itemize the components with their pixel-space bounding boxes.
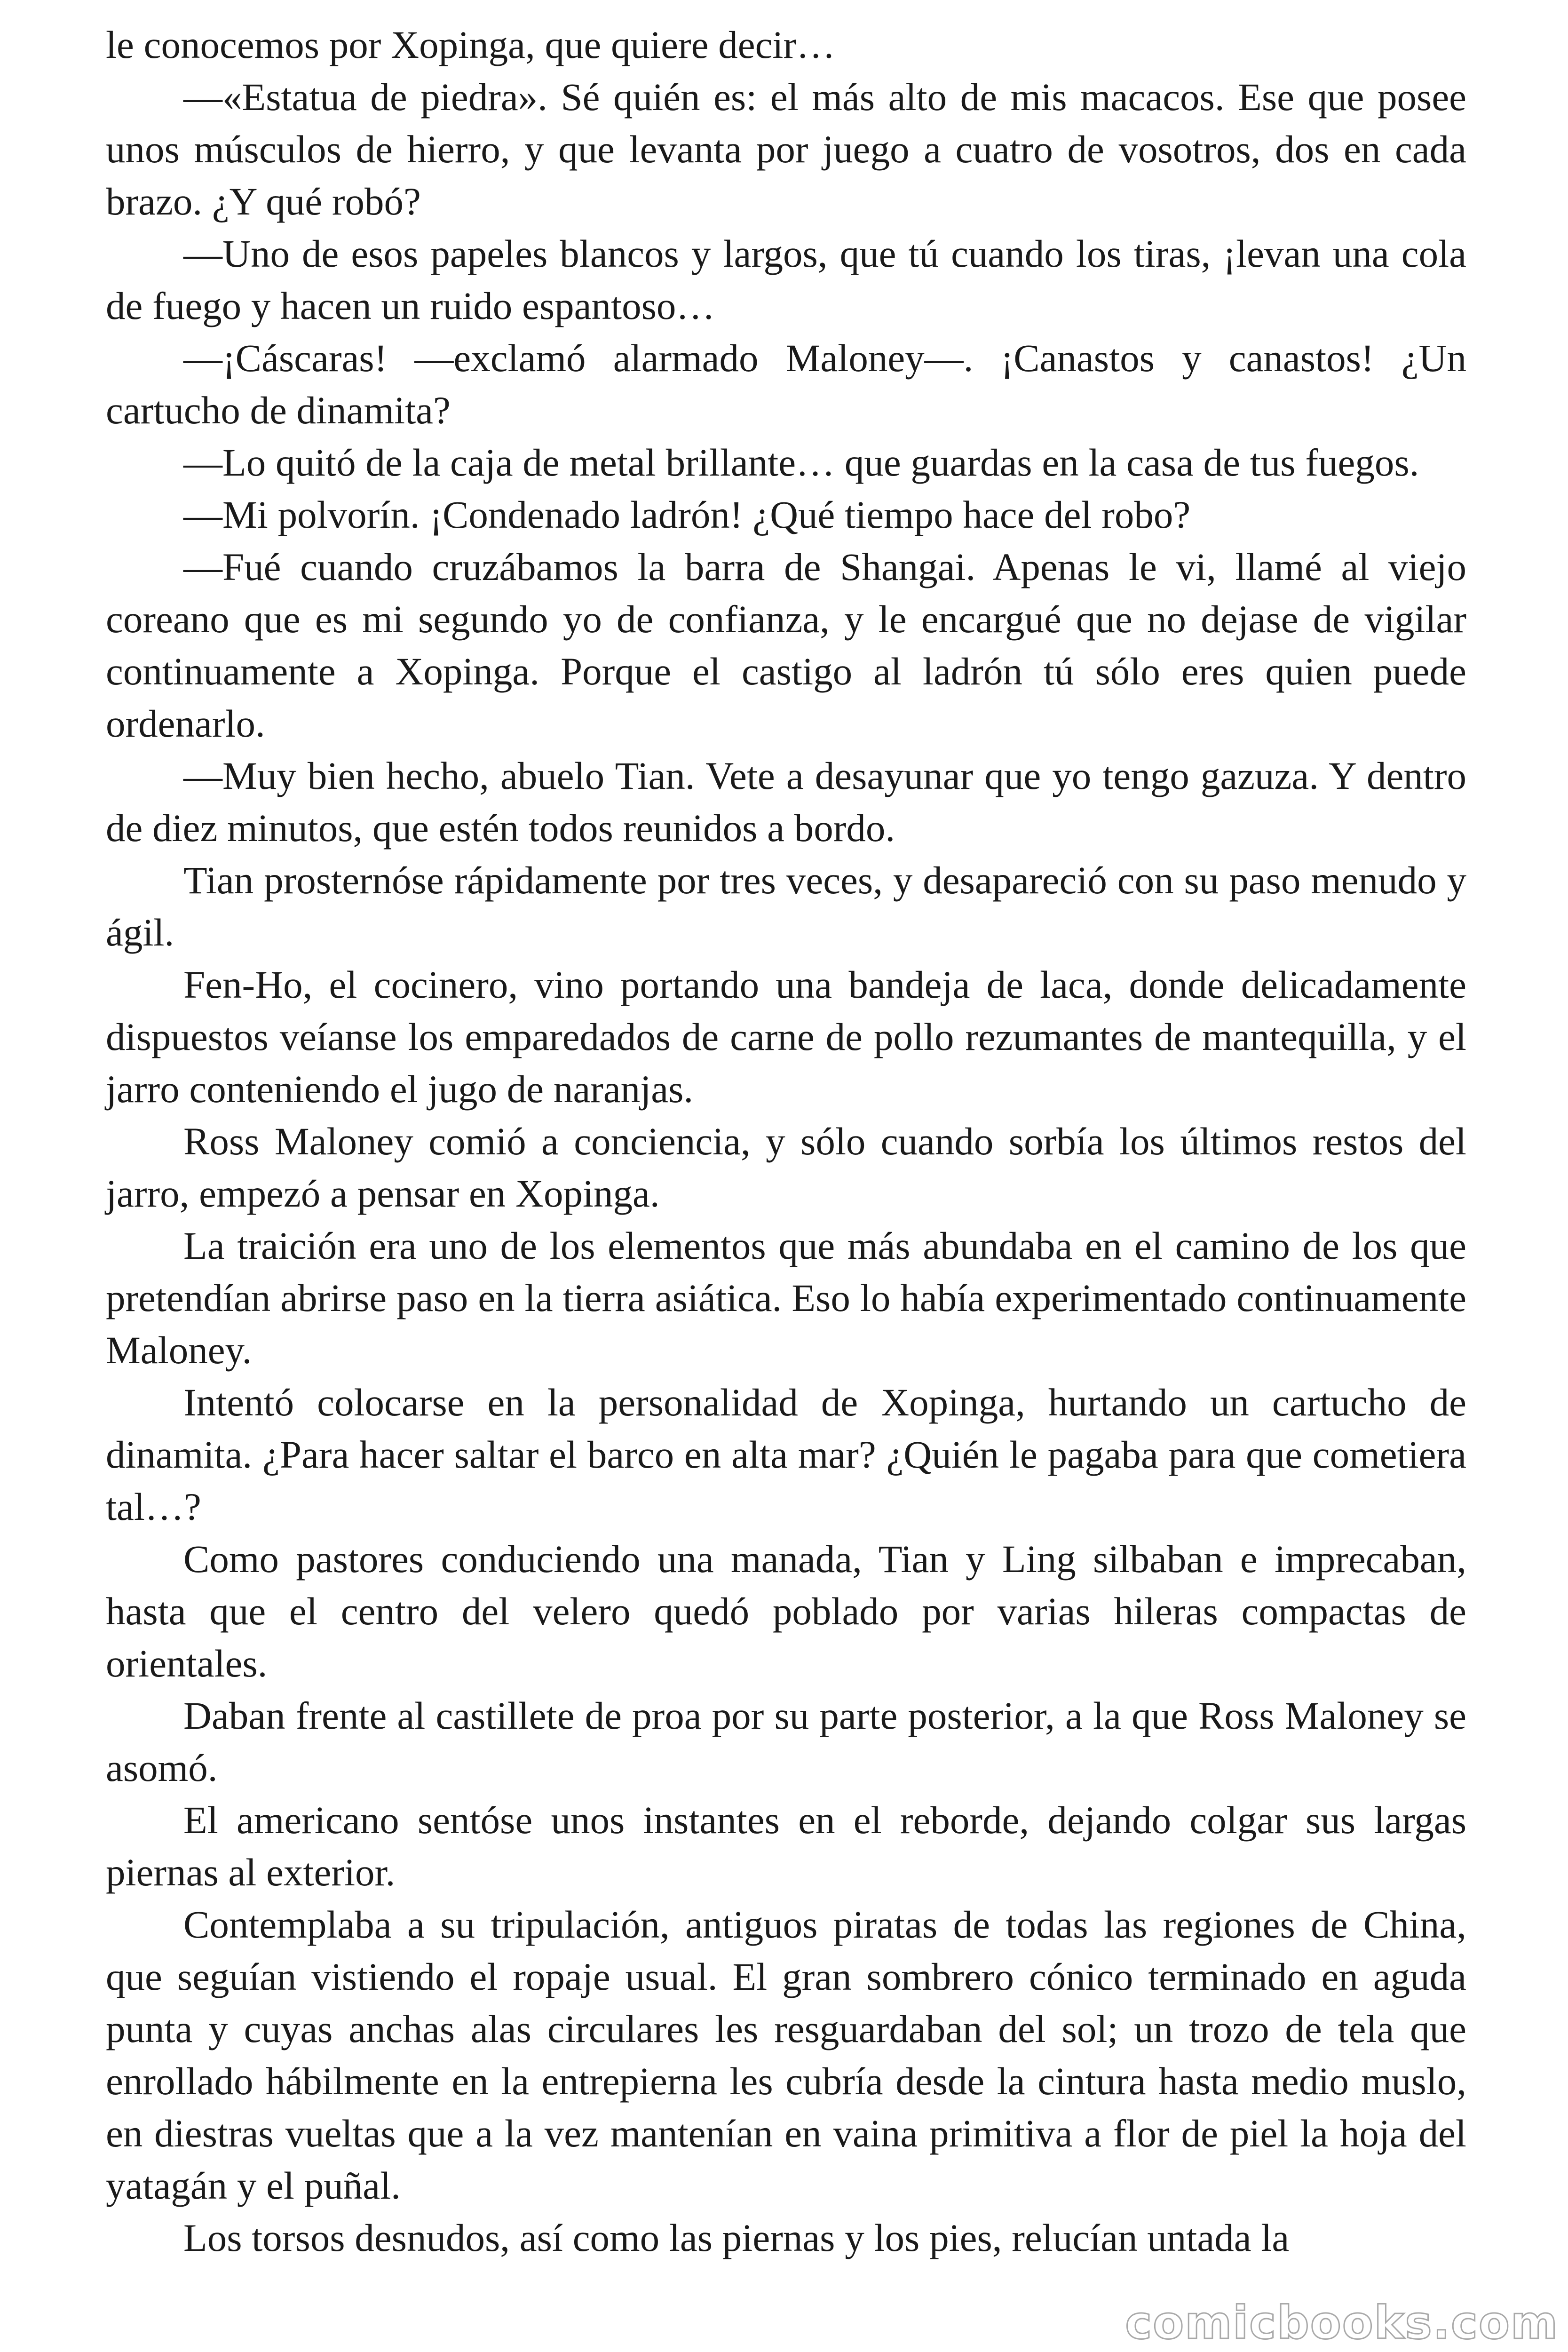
- paragraph: —Mi polvorín. ¡Condenado ladrón! ¿Qué tiempo hace del robo?: [183, 493, 1191, 536]
- paragraph: Intentó colocarse en la personalidad de Xopinga, hurtando un cartucho de dinamita. ¿Para hacer saltar el barco en alta mar? ¿Quién le pagaba para que cometiera tal…?: [106, 1381, 1466, 1528]
- paragraph: —Muy bien hecho, abuelo Tian. Vete a desayunar que yo tengo gazuza. Y dentro de diez minutos, que estén todos reunidos a bordo.: [106, 754, 1466, 850]
- paragraph: —«Estatua de piedra». Sé quién es: el más alto de mis macacos. Ese que posee unos músculos de hierro, y que levanta por juego a cuatro de vosotros, dos en cada brazo. ¿Y qué robó?: [106, 75, 1466, 223]
- paragraph: El americano sentóse unos instantes en el reborde, dejando colgar sus largas piernas al exterior.: [106, 1798, 1466, 1894]
- paragraph: Ross Maloney comió a conciencia, y sólo cuando sorbía los últimos restos del jarro, empezó a pensar en Xopinga.: [106, 1120, 1466, 1215]
- paragraph: Daban frente al castillete de proa por su parte posterior, a la que Ross Maloney se asomó.: [106, 1694, 1466, 1789]
- paragraph: le conocemos por Xopinga, que quiere decir…: [106, 23, 836, 66]
- paragraph: Contemplaba a su tripulación, antiguos piratas de todas las regiones de China, que seguían vistiendo el ropaje usual. El gran sombrero cónico terminado en aguda punta y cuyas anchas alas circulares les resguardaban del sol; un trozo de tela que enrollado hábilmente en la entrepierna les cubría desde la cintura hasta medio muslo, en diestras vueltas que a la vez mantenían en vaina primitiva a flor de piel la hoja del yatagán y el puñal.: [106, 1903, 1466, 2207]
- paragraph: Como pastores conduciendo una manada, Tian y Ling silbaban e imprecaban, hasta que el centro del velero quedó poblado por varias hileras compactas de orientales.: [106, 1537, 1466, 1685]
- paragraph: La traición era uno de los elementos que más abundaba en el camino de los que pretendían abrirse paso en la tierra asiática. Eso lo había experimentado continuamente Maloney.: [106, 1224, 1466, 1372]
- paragraph: —¡Cáscaras! —exclamó alarmado Maloney—. ¡Canastos y canastos! ¿Un cartucho de dinamita?: [106, 336, 1466, 432]
- paragraph: Fen-Ho, el cocinero, vino portando una bandeja de laca, donde delicadamente dispuestos veíanse los emparedados de carne de pollo rezumantes de mantequilla, y el jarro conteniendo el jugo de naranjas.: [106, 963, 1466, 1111]
- watermark: comicbooks.com: [1125, 2296, 1559, 2349]
- paragraph: —Lo quitó de la caja de metal brillante… que guardas en la casa de tus fuegos.: [183, 441, 1419, 484]
- paragraph: Tian prosternóse rápidamente por tres veces, y desapareció con su paso menudo y ágil.: [106, 858, 1466, 954]
- paragraph: Los torsos desnudos, así como las piernas y los pies, relucían untada la: [183, 2216, 1290, 2259]
- paragraph: —Uno de esos papeles blancos y largos, que tú cuando los tiras, ¡levan una cola de fuego y hacen un ruido espantoso…: [106, 232, 1466, 327]
- page-body: [106, 19, 1466, 2264]
- paragraph: —Fué cuando cruzábamos la barra de Shangai. Apenas le vi, llamé al viejo coreano que es mi segundo yo de confianza, y le encargué que no dejase de vigilar continuamente a Xopinga. Porque el castigo al ladrón tú sólo eres quien puede ordenarlo.: [106, 545, 1466, 745]
